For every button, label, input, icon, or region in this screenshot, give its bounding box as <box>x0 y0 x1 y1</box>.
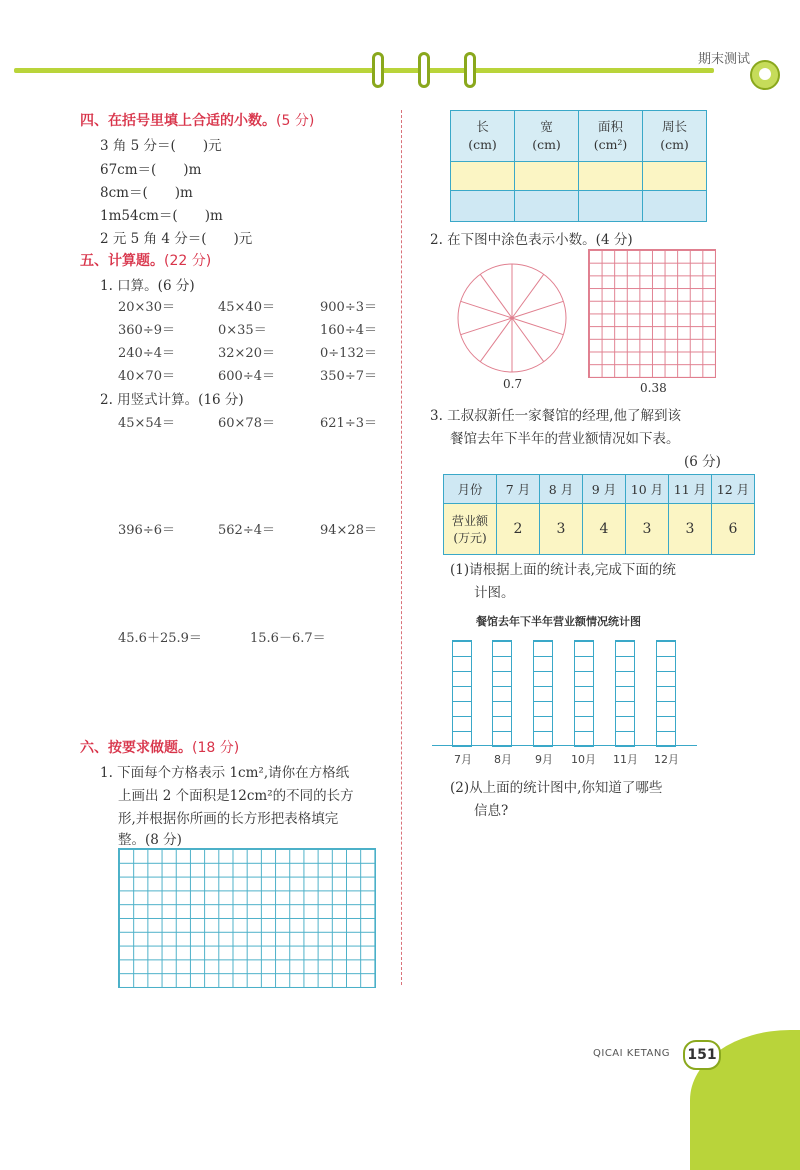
calc-item: 350÷7＝ <box>320 369 377 384</box>
calc-item: 0×35＝ <box>218 323 267 338</box>
calc-item: 20×30＝ <box>118 300 175 315</box>
section-4-title: 四、在括号里填上合适的小数。 <box>80 113 276 129</box>
calc-item: 160÷4＝ <box>320 323 377 338</box>
chart-tick-label: 9月 <box>535 753 553 766</box>
chart-tick-label: 11月 <box>613 753 638 766</box>
section-6-points: (18 分) <box>192 740 240 756</box>
calc-item: 60×78＝ <box>218 416 275 431</box>
q-restaurant-text: 3. 工叔叔新任一家餐馆的经理,他了解到该 <box>430 408 681 424</box>
calc-item: 360÷9＝ <box>118 323 175 338</box>
answer-cell[interactable] <box>451 162 515 191</box>
q-mental-label: 1. 口算。(6 分) <box>100 278 195 294</box>
value-cell: 3 <box>626 504 669 555</box>
q-decimal-label: 2. 在下图中涂色表示小数。(4 分) <box>430 232 633 248</box>
calc-item: 40×70＝ <box>118 369 175 384</box>
chart-bar-column[interactable] <box>492 640 512 747</box>
circle-sector-line <box>461 318 512 335</box>
value-cell: 2 <box>497 504 540 555</box>
revenue-unit: (万元) <box>453 531 487 545</box>
answer-cell[interactable] <box>515 162 579 191</box>
page-number: 151 <box>683 1040 721 1070</box>
revenue-row-label <box>444 504 497 555</box>
rectangle-table <box>450 110 707 222</box>
calc-item: 900÷3＝ <box>320 300 377 315</box>
calc-item: 396÷6＝ <box>118 523 175 538</box>
header-area: 面积 <box>597 119 623 134</box>
revenue-label: 营业额 <box>451 514 488 528</box>
header-length: 长 <box>476 119 489 134</box>
calc-item: 45.6＋25.9＝ <box>118 631 202 646</box>
chart-tick-label: 8月 <box>494 753 512 766</box>
q-area-text: 形,并根据你所画的长方形把表格填完 <box>118 811 339 827</box>
section-4-points: (5 分) <box>276 113 315 129</box>
answer-cell[interactable] <box>643 191 707 222</box>
calc-item: 45×40＝ <box>218 300 275 315</box>
binder-clip-icon <box>372 52 384 88</box>
calc-item: 600÷4＝ <box>218 369 275 384</box>
section-5-points: (22 分) <box>164 253 212 269</box>
answer-cell[interactable] <box>579 162 643 191</box>
mascot-icon <box>750 60 780 90</box>
answer-cell[interactable] <box>579 191 643 222</box>
chart-title: 餐馆去年下半年营业额情况统计图 <box>476 615 641 628</box>
circle-sector-line <box>480 318 512 362</box>
value-cell: 3 <box>669 504 712 555</box>
header-perimeter: 周长 <box>661 119 687 134</box>
calc-item: 621÷3＝ <box>320 416 377 431</box>
table-header-month: 月份 <box>444 475 497 504</box>
calc-item: 32×20＝ <box>218 346 275 361</box>
sub-question-1: (1)请根据上面的统计表,完成下面的统 <box>450 562 676 578</box>
answer-cell[interactable] <box>451 191 515 222</box>
chart-bar-column[interactable] <box>452 640 472 747</box>
calc-item: 94×28＝ <box>320 523 377 538</box>
circle-sector-line <box>512 318 563 335</box>
chart-tick-label: 12月 <box>654 753 679 766</box>
header-unit: (cm) <box>468 137 497 152</box>
month-cell: 10 月 <box>626 475 669 504</box>
calc-item: 240÷4＝ <box>118 346 175 361</box>
q-area-text: 上画出 2 个面积是12cm²的不同的长方 <box>118 788 354 804</box>
header-cell <box>643 111 707 162</box>
binder-clip-icon <box>464 52 476 88</box>
q-restaurant-points: (6 分) <box>684 454 721 470</box>
chart-bar-column[interactable] <box>574 640 594 747</box>
calc-item: 562÷4＝ <box>218 523 275 538</box>
chart-bar-column[interactable] <box>533 640 553 747</box>
answer-cell[interactable] <box>515 191 579 222</box>
q-vertical-label: 2. 用竖式计算。(16 分) <box>100 392 244 408</box>
value-cell: 6 <box>712 504 755 555</box>
calc-item: 15.6－6.7＝ <box>250 631 326 646</box>
circle-sector-line <box>461 301 512 318</box>
header-cell <box>579 111 643 162</box>
chart-bar-column[interactable] <box>615 640 635 747</box>
section-6-heading <box>80 737 239 757</box>
header-cell <box>515 111 579 162</box>
answer-cell[interactable] <box>643 162 707 191</box>
chart-tick-label: 7月 <box>454 753 472 766</box>
fill-item: 1m54cm＝( )m <box>100 208 223 224</box>
sub-question-2: 信息? <box>474 803 509 819</box>
value-cell: 3 <box>540 504 583 555</box>
value-cell: 4 <box>583 504 626 555</box>
calc-item: 45×54＝ <box>118 416 175 431</box>
chart-x-axis <box>432 745 697 746</box>
sub-question-2: (2)从上面的统计图中,你知道了哪些 <box>450 780 663 796</box>
fill-item: 3 角 5 分＝( )元 <box>100 138 222 154</box>
q-area-text: 整。(8 分) <box>118 832 182 848</box>
header-unit: (cm) <box>660 137 689 152</box>
header-title: 期末测试 <box>697 52 750 67</box>
month-cell: 11 月 <box>669 475 712 504</box>
month-cell: 8 月 <box>540 475 583 504</box>
fill-item: 67cm＝( )m <box>100 162 202 178</box>
binder-clip-icon <box>418 52 430 88</box>
month-cell: 7 月 <box>497 475 540 504</box>
circle-decimal-label: 0.7 <box>503 377 523 391</box>
chart-bar-column[interactable] <box>656 640 676 747</box>
section-4-heading <box>80 110 314 130</box>
section-5-title: 五、计算题。 <box>80 253 164 269</box>
calc-item: 0÷132＝ <box>320 346 377 361</box>
fill-item: 2 元 5 角 4 分＝( )元 <box>100 231 253 247</box>
month-cell: 12 月 <box>712 475 755 504</box>
section-6-title: 六、按要求做题。 <box>80 740 192 756</box>
header-cell <box>451 111 515 162</box>
circle-sector-line <box>512 301 563 318</box>
q-area-text: 1. 下面每个方格表示 1cm²,请你在方格纸 <box>100 765 350 781</box>
grid-decimal-label: 0.38 <box>640 381 667 395</box>
circle-sector-line <box>512 318 544 362</box>
month-cell: 9 月 <box>583 475 626 504</box>
sub-question-1: 计图。 <box>474 585 515 601</box>
chart-tick-label: 10月 <box>571 753 596 766</box>
square-grid-paper[interactable] <box>118 848 376 988</box>
header-unit: (cm²) <box>593 137 628 152</box>
header-width: 宽 <box>540 119 553 134</box>
divided-circle[interactable] <box>456 262 568 374</box>
circle-sector-line <box>480 274 512 318</box>
hundred-grid[interactable] <box>588 249 716 378</box>
fill-item: 8cm＝( )m <box>100 185 193 201</box>
column-divider <box>401 110 402 985</box>
section-5-heading <box>80 250 211 270</box>
q-restaurant-text: 餐馆去年下半年的营业额情况如下表。 <box>450 431 680 447</box>
circle-sector-line <box>512 274 544 318</box>
header-unit: (cm) <box>532 137 561 152</box>
header-bar <box>14 68 714 73</box>
revenue-table <box>443 474 755 555</box>
footer-brand: QICAI KETANG <box>593 1048 671 1059</box>
